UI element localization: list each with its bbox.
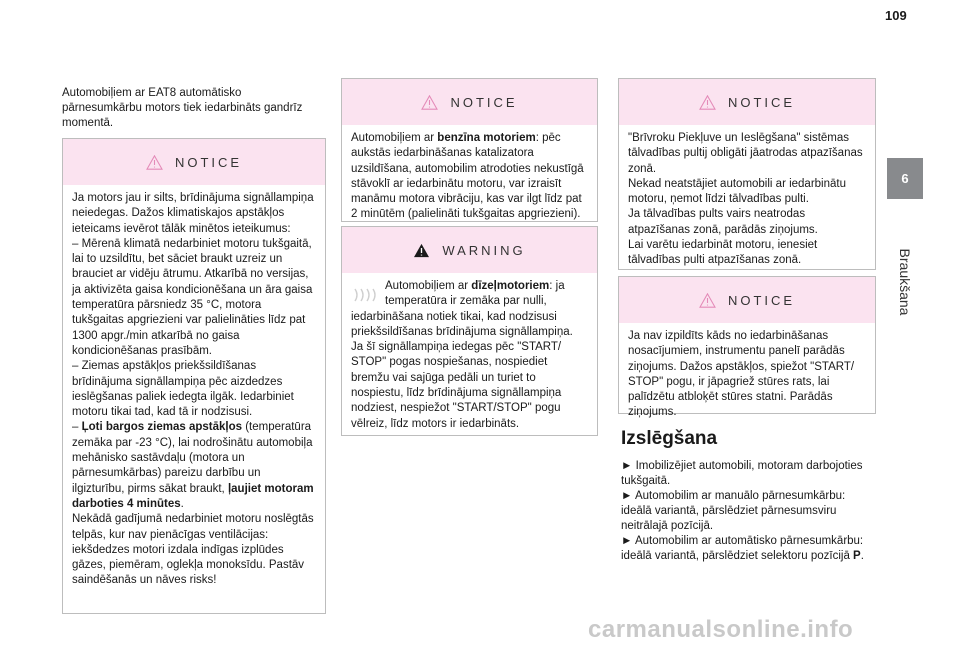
chapter-tab: 6 [887, 158, 923, 199]
notice-body [342, 125, 597, 231]
watermark: carmanualsonline.info [588, 616, 854, 643]
text-fragment: Automobiļiem ar [351, 132, 438, 144]
bold-text: benzīna motoriem [437, 132, 536, 144]
notice-header [619, 79, 875, 125]
text-fragment: ► Automobilim ar automātisko pārnesumkārbu: ideālā variantā, pārslēdziet selektoru pozīcijā [621, 535, 864, 562]
list-item: ► Automobilim ar manuālo pārnesumkārbu: ideālā variantā, pārslēdziet pārnesumsviru neitrālajā pozīcijā. [621, 490, 846, 532]
notice-body [619, 125, 875, 277]
warning-header [342, 227, 597, 273]
intro-paragraph: Automobiļiem ar EAT8 automātisko pārnesumkārbu motors tiek iedarbināts gandrīz momentā. [62, 87, 303, 129]
warning-paragraph [351, 279, 588, 432]
notice-paragraph: Ja nav izpildīts kāds no iedarbināšanas nosacījumiem, instrumentu panelī parādās ziņojums. Dažos apstākļos, spiežot "START/ STOP" pogu, ir jāpagriež stūres rats, lai palīdzētu atbloķēt stūres statni. Parādās ziņojums. [628, 330, 855, 419]
warning-triangle-icon [699, 95, 716, 110]
cold-climate-paragraph [72, 420, 316, 512]
chapter-label-container [873, 232, 937, 332]
notice-line: Nekādā gadījumā nedarbiniet motoru noslēgtās telpās, kur nav pienācīgas ventilācijas: iekšdedzes motori izdala indīgas izplūdes gāzes, piemēram, oglekļa monoksīdu. Pastāv saindēšanās un nāves risks! [72, 513, 314, 587]
text-fragment: . [180, 497, 184, 510]
warning-triangle-icon [699, 293, 716, 308]
warning-title: WARNING [442, 242, 526, 258]
text-fragment: Automobiļiem ar [385, 280, 472, 292]
notice-line: Nekad neatstājiet automobili ar iedarbinātu motoru, ņemot līdzi tālvadības pulti. [628, 177, 846, 206]
bold-text: P [853, 550, 861, 562]
notice-title: NOTICE [174, 154, 243, 170]
list-item: ► Imobilizējiet automobili, motoram darbojoties tukšgaitā. [621, 460, 863, 487]
page-number: 109 [885, 8, 907, 23]
chapter-label: Braukšana [897, 248, 913, 316]
notice-line: Ja tālvadības pults vairs neatrodas atpazīšanas zonā, parādās ziņojums. [628, 208, 818, 236]
warning-box [341, 226, 598, 436]
notice-title: NOTICE [450, 94, 518, 110]
notice-box-4 [618, 276, 876, 419]
notice-line: "Brīvroku Piekļuve un Ieslēgšana" sistēmas tālvadības pultij obligāti jāatrodas atpazīšanas zonā. [628, 132, 863, 175]
text-fragment: (temperatūra zemāka par -23 °C), lai nodrošinātu automobiļa mehānisko sastāvdaļu (motora un pārnesumkārbas) pareizu darbību un ilgizturību, pirms sākat braukt, [72, 421, 313, 495]
notice-box-3 [618, 78, 876, 270]
bold-text: dīzeļmotoriem [471, 280, 550, 292]
notice-box-2 [341, 78, 598, 222]
notice-body [63, 185, 325, 597]
text-fragment: : pēc aukstās iedarbināšanas katalizatora uzsildīšana, automobilim atrodoties nekustīgā stāvoklī ar iedarbinātu motoru, var izraisīt manāmu motora vibrāciju, kas var ilgt līdz pat 2 minūtēm (palielināti tukšgaitas apgriezieni). [351, 132, 584, 221]
warning-triangle-icon [146, 155, 163, 170]
bold-text: ļaujiet motoram darboties 4 minūtes [72, 482, 314, 510]
section-heading: Izslēgšana [621, 428, 718, 449]
notice-line: – Mērenā klimatā nedarbiniet motoru tukšgaitā, lai to uzsildītu, bet sāciet braukt uzreiz un brauciet ar vidēju ātrumu. Atkarībā no versijas, ja aktivizēta gaisa kondicionēšana un āra gaisa temperatūra pārsniedz 35 °C, motora tukšgaitas apgriezieni var palielināties līdz pat 1300 apgr./min atkarībā no gaisa kondicionēšanas prasībām. [72, 237, 313, 357]
notice-header [342, 79, 597, 125]
notice-body [619, 323, 875, 429]
notice-title: NOTICE [727, 292, 796, 308]
notice-line: Ja motors jau ir silts, brīdinājuma signāllampiņa neiedegas. Dažos klimatiskajos apstākļos ieteicams ievērot tālāk minētos ieteikumus: [72, 192, 314, 235]
notice-title: NOTICE [727, 94, 796, 110]
text-fragment: : ja temperatūra ir zemāka par nulli, iedarbināšana notiek tikai, kad nodzisusi priekšsildīšanas brīdinājuma signāllampiņa. Ja šī signāllampiņa iedegas pēc "START/ STOP" pogas nospiešanas, nospiediet bremžu vai sajūga pedāli un turiet to nospiestu, līdz brīdinājuma signāllampiņa nodziest, nespiežot "START/STOP" pogu vēlreiz, līdz motors ir iedarbināts. [351, 280, 573, 430]
text-fragment: . [860, 550, 864, 562]
preheat-icon [351, 285, 379, 305]
notice-line: – Ziemas apstākļos priekšsildīšanas brīdinājuma signāllampiņa pēc aizdedzes ieslēgšanas paliek iedegta ilgāk. Iedarbiniet motoru tikai tad, kad tā ir nodzisusi. [72, 360, 294, 419]
list-item [621, 534, 876, 564]
warning-body [342, 273, 597, 440]
notice-header [619, 277, 875, 323]
text-fragment: – [72, 421, 82, 434]
notice-line: Lai varētu iedarbināt motoru, ienesiet tālvadības pulti atpazīšanas zonā. [628, 239, 818, 267]
warning-triangle-icon [413, 243, 430, 258]
notice-paragraph [351, 131, 588, 223]
notice-box-1 [62, 138, 326, 614]
section-body [621, 459, 876, 564]
warning-triangle-icon [421, 95, 438, 110]
notice-header [63, 139, 325, 185]
bold-text: Ļoti bargos ziemas apstākļos [81, 421, 243, 434]
